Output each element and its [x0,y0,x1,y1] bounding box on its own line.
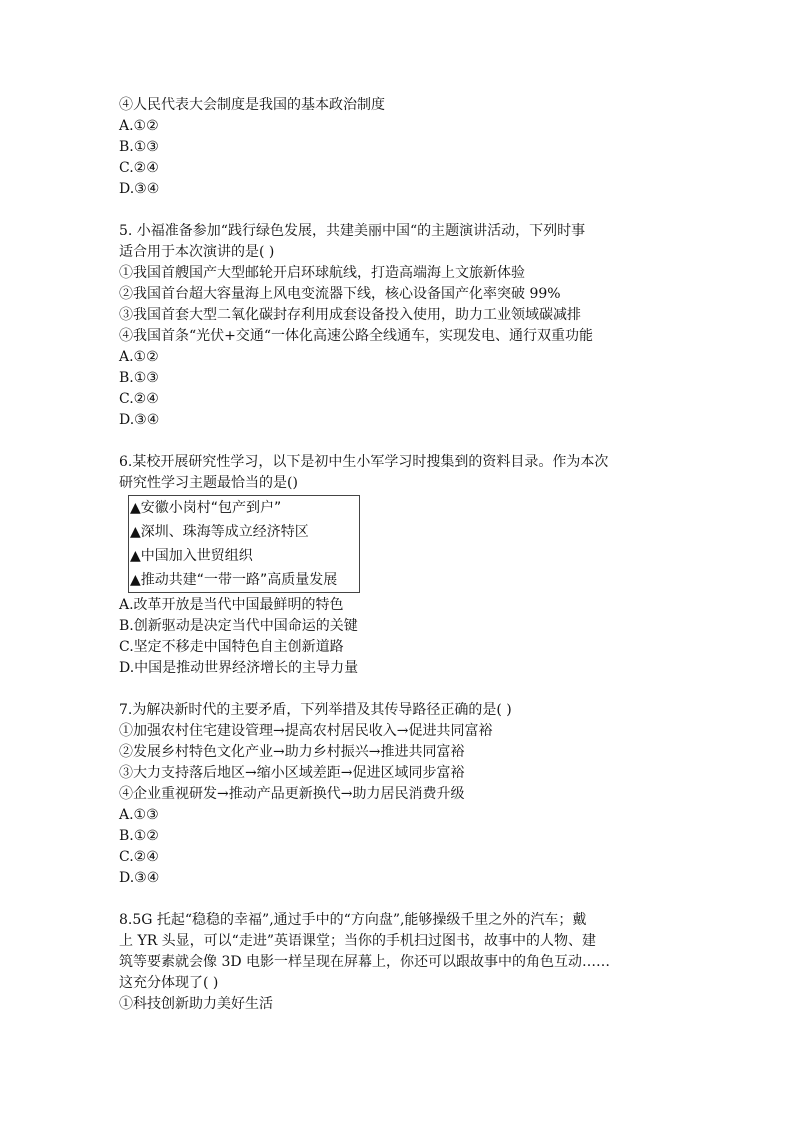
q5-statement-4: ④我国首条“光伏+交通“一体化高速公路全线通车，实现发电、通行双重功能 [119,328,594,344]
q7-option-a: A.①③ [119,807,159,823]
q5-option-d: D.③④ [119,412,160,428]
q5-stem-line-2: 适合用于本次演讲的是( ) [119,244,275,260]
q4-option-b: B.①③ [119,139,159,155]
q8-statement-1: ①科技创新助力美好生活 [119,996,273,1012]
exam-page [119,95,679,1015]
q6-stem-line-1: 6.某校开展研究性学习，以下是初中生小军学习时搜集到的资料目录。作为本次 [119,454,609,470]
q5-option-b: B.①③ [119,370,159,386]
q5-option-a: A.①② [119,349,159,365]
q5-option-c: C.②④ [119,391,159,407]
q6-stem-line-2: 研究性学习主题最恰当的是() [119,475,298,491]
q5-stem-line-1: 5. 小福准备参加“践行绿色发展，共建美丽中国“的主题演讲活动，下列时事 [119,223,586,239]
q6-box-item-2: ▲深圳、珠海等成立经济特区 [130,524,309,540]
q7-option-d: D.③④ [119,870,160,886]
q6-box-item-3: ▲中国加入世贸组织 [130,548,253,564]
q4-option-c: C.②④ [119,160,159,176]
q7-option-b: B.①② [119,828,159,844]
q8-stem-line-3: 筑等要素就会像 3D 电影一样呈现在屏幕上，你还可以跟故事中的角色互动…… [119,954,611,970]
q4-option-a: A.①② [119,118,159,134]
q7-statement-1: ①加强农村住宅建设管理→提高农村居民收入→促进共同富裕 [119,723,493,739]
q7-stem: 7.为解决新时代的主要矛盾，下列举措及其传导路径正确的是( ) [119,702,512,718]
q7-statement-3: ③大力支持落后地区→缩小区域差距→促进区域同步富裕 [119,765,465,781]
q7-statement-2: ②发展乡村特色文化产业→助力乡村振兴→推进共同富裕 [119,744,465,760]
question-6 [119,452,679,679]
q7-option-c: C.②④ [119,849,159,865]
q6-box-item-1: ▲安徽小岗村“包产到户” [130,500,282,516]
q6-materials-box [128,495,360,593]
q6-option-b: B.创新驱动是决定当代中国命运的关键 [119,618,358,634]
q7-statement-4: ④企业重视研发→推动产品更新换代→助力居民消费升级 [119,786,465,802]
q6-option-c: C.坚定不移走中国特色自主创新道路 [119,639,344,655]
q6-option-a: A.改革开放是当代中国最鲜明的特色 [119,597,344,613]
q5-statement-3: ③我国首套大型二氧化碳封存利用成套设备投入使用，助力工业领域碳减排 [119,307,581,323]
q8-stem-line-4: 这充分体现了( ) [119,975,219,991]
q8-stem-line-2: 上 YR 头显，可以“走进”英语课堂；当你的手机扫过图书，故事中的人物、建 [119,933,596,949]
q8-stem-line-1: 8.5G 托起“稳稳的幸福”,通过手中的“方向盘”,能够操级千里之外的汽车；戴 [119,912,587,928]
q5-statement-1: ①我国首艘国产大型邮轮开启环球航线，打造高端海上文旅新体验 [119,265,525,281]
q5-statement-2: ②我国首台超大容量海上风电变流器下线，核心设备国产化率突破 99% [119,286,561,302]
q4-statement-4: ④人民代表大会制度是我国的基本政治制度 [119,97,385,113]
question-8 [119,910,679,1015]
q6-option-d: D.中国是推动世界经济增长的主导力量 [119,660,359,676]
question-7 [119,700,679,889]
question-4-tail [119,95,679,200]
q6-box-item-4: ▲推动共建“一带一路”高质量发展 [130,572,338,588]
question-5 [119,221,679,431]
q4-option-d: D.③④ [119,181,160,197]
